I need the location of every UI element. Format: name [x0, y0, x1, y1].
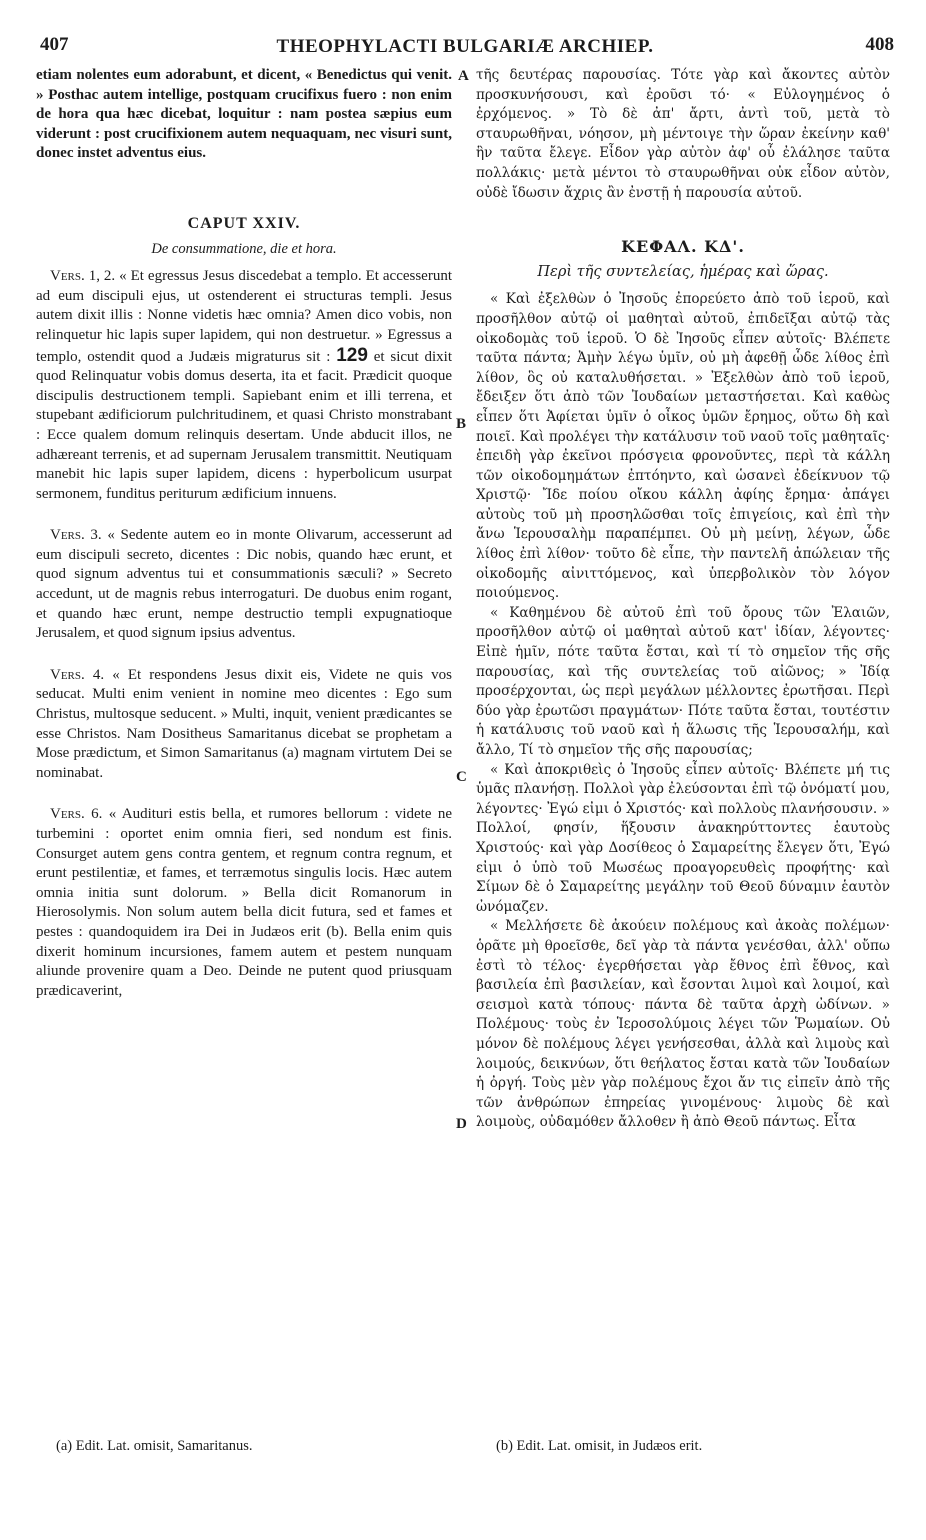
- latin-verse-label: Vers. 4.: [50, 666, 105, 683]
- latin-chapter-subheading: De consummatione, die et hora.: [151, 240, 337, 257]
- latin-verse-6: [36, 805, 452, 1001]
- greek-intro-paragraph: τῆς δευτέρας παρουσίας. Τότε γὰρ καὶ ἄκοντες αὐτὸν προσκυνήσουσι, καὶ ἐροῦσι τό· « Εὐλογημένος ὁ ἐρχόμενος. » Τὸ δὲ ἀπ' ἄρτι, ἀντὶ τοῦ, μετὰ τὸ σταυρωθῆναι, νόησον, μὴ μέντοιγε τὴν ὥραν ἐκείνην καθ' ἣν ταῦτα ἔλεγε. Εἶδον γὰρ αὐτὸν ἀφ' οὗ ἐλάλησε ταῦτα πολλάκις· μετὰ μέντοι τὸ σταυρωθῆναι οὐκ εἶδον αὐτὸν, οὐδὲ ἴδωσιν ἄχρις ἂν ἐνστῇ ἡ παρουσία αὐτοῦ.: [476, 67, 890, 201]
- latin-verse-3: [36, 526, 452, 644]
- latin-verse-text: « Sedente autem eo in monte Olivarum, accesserunt ad eum discipuli secreto, dicentes : Dic nobis, quando hæc erunt, et quod signum adventus tui et consummationis sæculi? » Secreto accedunt, ut de magnis rebus interrogaturi. De duobus enim rogant, et quando hæc erunt, nempe destructio templi expugnatioque Jerusalem, et quod signum ipsius adventus.: [36, 527, 453, 642]
- margin-letter-c: C: [456, 769, 467, 785]
- column-number: 129: [336, 344, 368, 366]
- greek-chapter-subheading: Περὶ τῆς συντελείας, ἡμέρας καὶ ὥρας.: [537, 263, 829, 280]
- latin-verse-text: « Et respondens Jesus dixit eis, Videte ne quis vos seducat. Multi enim venient in nomine meo dicentes : Ego sum Christus, multosque seducent. » Multi, inquit, venient prædicantes se esse Christos. Nam Dositheus Samaritanus dicebat se prophetam a Mose prædictum, et Simon Samaritanus (a) magnam virtutem Dei se nominabat.: [36, 666, 452, 781]
- running-title: THEOPHYLACTI BULGARIÆ ARCHIEP.: [276, 36, 654, 57]
- latin-verse-label: Vers. 1, 2.: [50, 268, 116, 285]
- page-number-left: 407: [40, 34, 69, 55]
- latin-verse-text: « Et egressus Jesus discedebat a templo. Et accesserunt ad eum discipuli ejus, ut ostenderent ei structuras templi. Jesus autem dixit illis : Nonne videtis hæc omnia? Amen dico vobis, non relinquetur hic lapis super lapidem, qui non destruetur. » Egressus a templo, ostendit quod a Judæis migraturus sit :: [36, 268, 452, 365]
- latin-column: [36, 66, 452, 1001]
- greek-verse-4: « Καὶ ἀποκριθεὶς ὁ Ἰησοῦς εἶπεν αὐτοῖς· Βλέπετε μή τις ὑμᾶς πλανήσῃ. Πολλοὶ γὰρ ἐλεύσονται ἐπὶ τῷ ὀνόματί μου, λέγοντες· Ἐγώ εἰμι ὁ Χριστός· καὶ πολλοὺς πλανήσουσιν. » Πολλοί, φησίν, ἥξουσιν ἀνακηρύττοντες ἑαυτοὺς Χριστούς· καὶ γὰρ Δοσίθεος ὁ Σαμαρείτης ἔλεγεν ὅτι, Ἐγώ εἰμι ὁ ὑπὸ τοῦ Μωσέως προαγορευθεὶς προφήτης· καὶ Σίμων δὲ ὁ Σαμαρείτης μεγάλην τοῦ Θεοῦ δύναμιν ἑαυτὸν ὠνόμαζεν.: [476, 761, 890, 915]
- greek-verse-3: « Καθημένου δὲ αὐτοῦ ἐπὶ τοῦ ὄρους τῶν Ἐλαιῶν, προσῆλθον αὐτῷ οἱ μαθηταὶ αὐτοῦ κατ' ἰδίαν, λέγοντες· Εἰπὲ ἡμῖν, πότε ταῦτα ἔσται, καὶ τί τὸ σημεῖον τῆς σῆς παρουσίας, καὶ τῆς συντελείας τοῦ αἰῶνος; » Ἰδίᾳ προσέρχονται, ὡς περὶ μεγάλων μέλλοντες ἐρωτῆσαι. Περὶ δύο γὰρ ἐρωτῶσι πραγμάτων· Πότε ταῦτα ἔσται, τουτέστιν ἡ κατάλυσις τοῦ ναοῦ καὶ ἡ ἅλωσις τῆς Ἱερουσαλήμ, καὶ ἄλλο, Τί τὸ σημεῖον τῆς σῆς παρουσίας;: [476, 604, 890, 758]
- margin-letter-a: A: [458, 68, 469, 84]
- greek-verse-1-2: « Καὶ ἐξελθὼν ὁ Ἰησοῦς ἐπορεύετο ἀπὸ τοῦ ἱεροῦ, καὶ προσῆλθον αὐτῷ οἱ μαθηταὶ αὐτοῦ, ἐπιδεῖξαι αὐτῷ τὰς οἰκοδομὰς τοῦ ἱεροῦ. Ὁ δὲ Ἰησοῦς εἶπεν αὐτοῖς· Βλέπετε ταῦτα πάντα; Ἀμὴν λέγω ὑμῖν, οὐ μὴ ἀφεθῇ ὧδε λίθος ἐπὶ λίθον, ὃς οὐ καταλυθήσεται. » Ἐξελθὼν ἀπὸ τοῦ ἱεροῦ, ἔδειξεν ὅτι ἀπὸ τῶν Ἰουδαίων μεταστήσεται. Καὶ καθὼς εἶπεν ὅτι Ἀφίεται ὑμῖν ὁ οἶκος ὑμῶν ἔρημος, οὕτω δὴ καὶ ποιεῖ. Καὶ προλέγει τὴν κατάλυσιν τοῦ ναοῦ τοῖς μαθηταῖς· ἐπειδὴ γὰρ ἐκεῖνοι πρόσγεια φρονοῦντες, περὶ τὰ κάλλη τῶν οἰκοδομημάτων ἐπτόηντο, καὶ ὡσανεὶ ἐδείκνυον τῷ Χριστῷ· Ἴδε ποίου οἴκου κάλλη ἀφίης ἔρημα· ἀπάγει αὐτοὺς τοῦ μὴ προσηλῶσθαι τοῖς ἐπιγείοις, καὶ ἐπὶ τὴν ἄνω Ἱερουσαλὴμ παραπέμπει. Οὐ μὴ μείνῃ, λέγων, ὧδε λίθος ἐπὶ λίθον· τοῦτο δὲ εἶπε, τὴν παντελῆ ἀπώλειαν τῆς οἰκοδομῆς αἰνιττόμενος, καὶ ὑπερβολικὸν τὸν λόγον ποιούμενος.: [476, 291, 890, 602]
- footnote-b: (b) Edit. Lat. omisit, in Judæos erit.: [496, 1438, 703, 1454]
- latin-verse-label: Vers. 6.: [50, 806, 103, 823]
- greek-verse-6: « Μελλήσετε δὲ ἀκούειν πολέμους καὶ ἀκοὰς πολέμων· ὁρᾶτε μὴ θροεῖσθε, δεῖ γὰρ τὰ πάντα γενέσθαι, ἀλλ' οὔπω ἐστὶ τὸ τέλος· ἐγερθήσεται γὰρ ἔθνος ἐπὶ ἔθνος, καὶ βασιλεία ἐπὶ βασιλείαν, καὶ ἔσονται λιμοὶ καὶ λοιμοί, καὶ σεισμοὶ κατὰ τόπους· πάντα δὲ ταῦτα ἀρχὴ ὠδίνων. » Πολέμους· τοὺς ἐν Ἱεροσολύμοις λέγει τῶν Ῥωμαίων. Οὐ μόνον δὲ πολέμους λέγει γενήσεσθαι, ἀλλὰ καὶ λιμοὺς καὶ λοιμούς, δεικνύων, ὅτι θεήλατος ἔσται κατὰ τῶν Ἰουδαίων ἡ ὀργή. Τοὺς μὲν γὰρ πολέμους ἔχοι ἄν τις εἰπεῖν ἀπὸ τῆς τῶν ἀνθρώπων ἐπηρείας γινομένους· λιμοὺς δὲ καὶ λοιμοὺς, οὐδαμόθεν ἄλλοθεν ἢ ἀπὸ Θεοῦ πάντως. Εἶτα: [476, 918, 890, 1131]
- latin-chapter-heading: CAPUT XXIV.: [187, 214, 301, 232]
- latin-intro-paragraph: etiam nolentes eum adorabunt, et dicent, « Benedictus qui venit. » Posthac autem intellige, postquam crucifixus fuero : non enim de hora qua hæc dicebat, loquitur : nam postea sæpius eum viderunt : post crucifixionem autem nequaquam, nec visuri sunt, donec instet adventus eius.: [36, 67, 452, 162]
- running-header: [34, 30, 896, 66]
- latin-verse-label: Vers. 3.: [50, 527, 102, 544]
- latin-verse-text: et sicut dixit quod Relinquatur vobis domus deserta, ita et facit. Prædicit quoque discipulis destructionem templi. Sapiebant enim et illi terrena, et stupebant ædificiorum pulchritudinem, et quasi Christo monstrabant : Ecce qualem domum relinquis desertam. Unde abducit illos, ne adhæreant terrenis, et ad supernam Jerusalem transmittit. Neutiquam manebit hic lapis super lapidem, dicens : hyperbolicum usurpat sermonem, funditus periturum ædificium innuens.: [36, 348, 452, 502]
- footnote-a: (a) Edit. Lat. omisit, Samaritanus.: [56, 1438, 253, 1454]
- greek-chapter-heading: ΚΕΦΑΛ. ΚΔ'.: [621, 237, 745, 257]
- latin-verse-4: [36, 666, 452, 784]
- latin-verse-1-2: [36, 267, 452, 504]
- latin-verse-text: « Audituri estis bella, et rumores bellorum : videte ne turbemini : oportet enim omnia fieri, sed nondum est finis. Consurget autem gens contra gentem, et regnum contra regnum, et erunt pestilentiæ, et fames, et terræmotus singulis locis. Hæc autem omnia initia sunt dolorum. » Bella dicit Romanorum in Hierosolymis. Non solum autem bella dicit futura, sed et fames et pestes : quandoquidem ira Dei in Judæos erit (b). Bella enim quis dixerit hominum incursiones, famem autem et pestem nunquam aliunde provenire quam a Deo. Deinde ne putent quod priusquam prædicaverint,: [36, 806, 453, 999]
- page-number-right: 408: [865, 34, 894, 55]
- margin-letter-b: B: [456, 416, 467, 432]
- greek-column: [476, 66, 890, 1133]
- margin-letter-d: D: [456, 1116, 467, 1132]
